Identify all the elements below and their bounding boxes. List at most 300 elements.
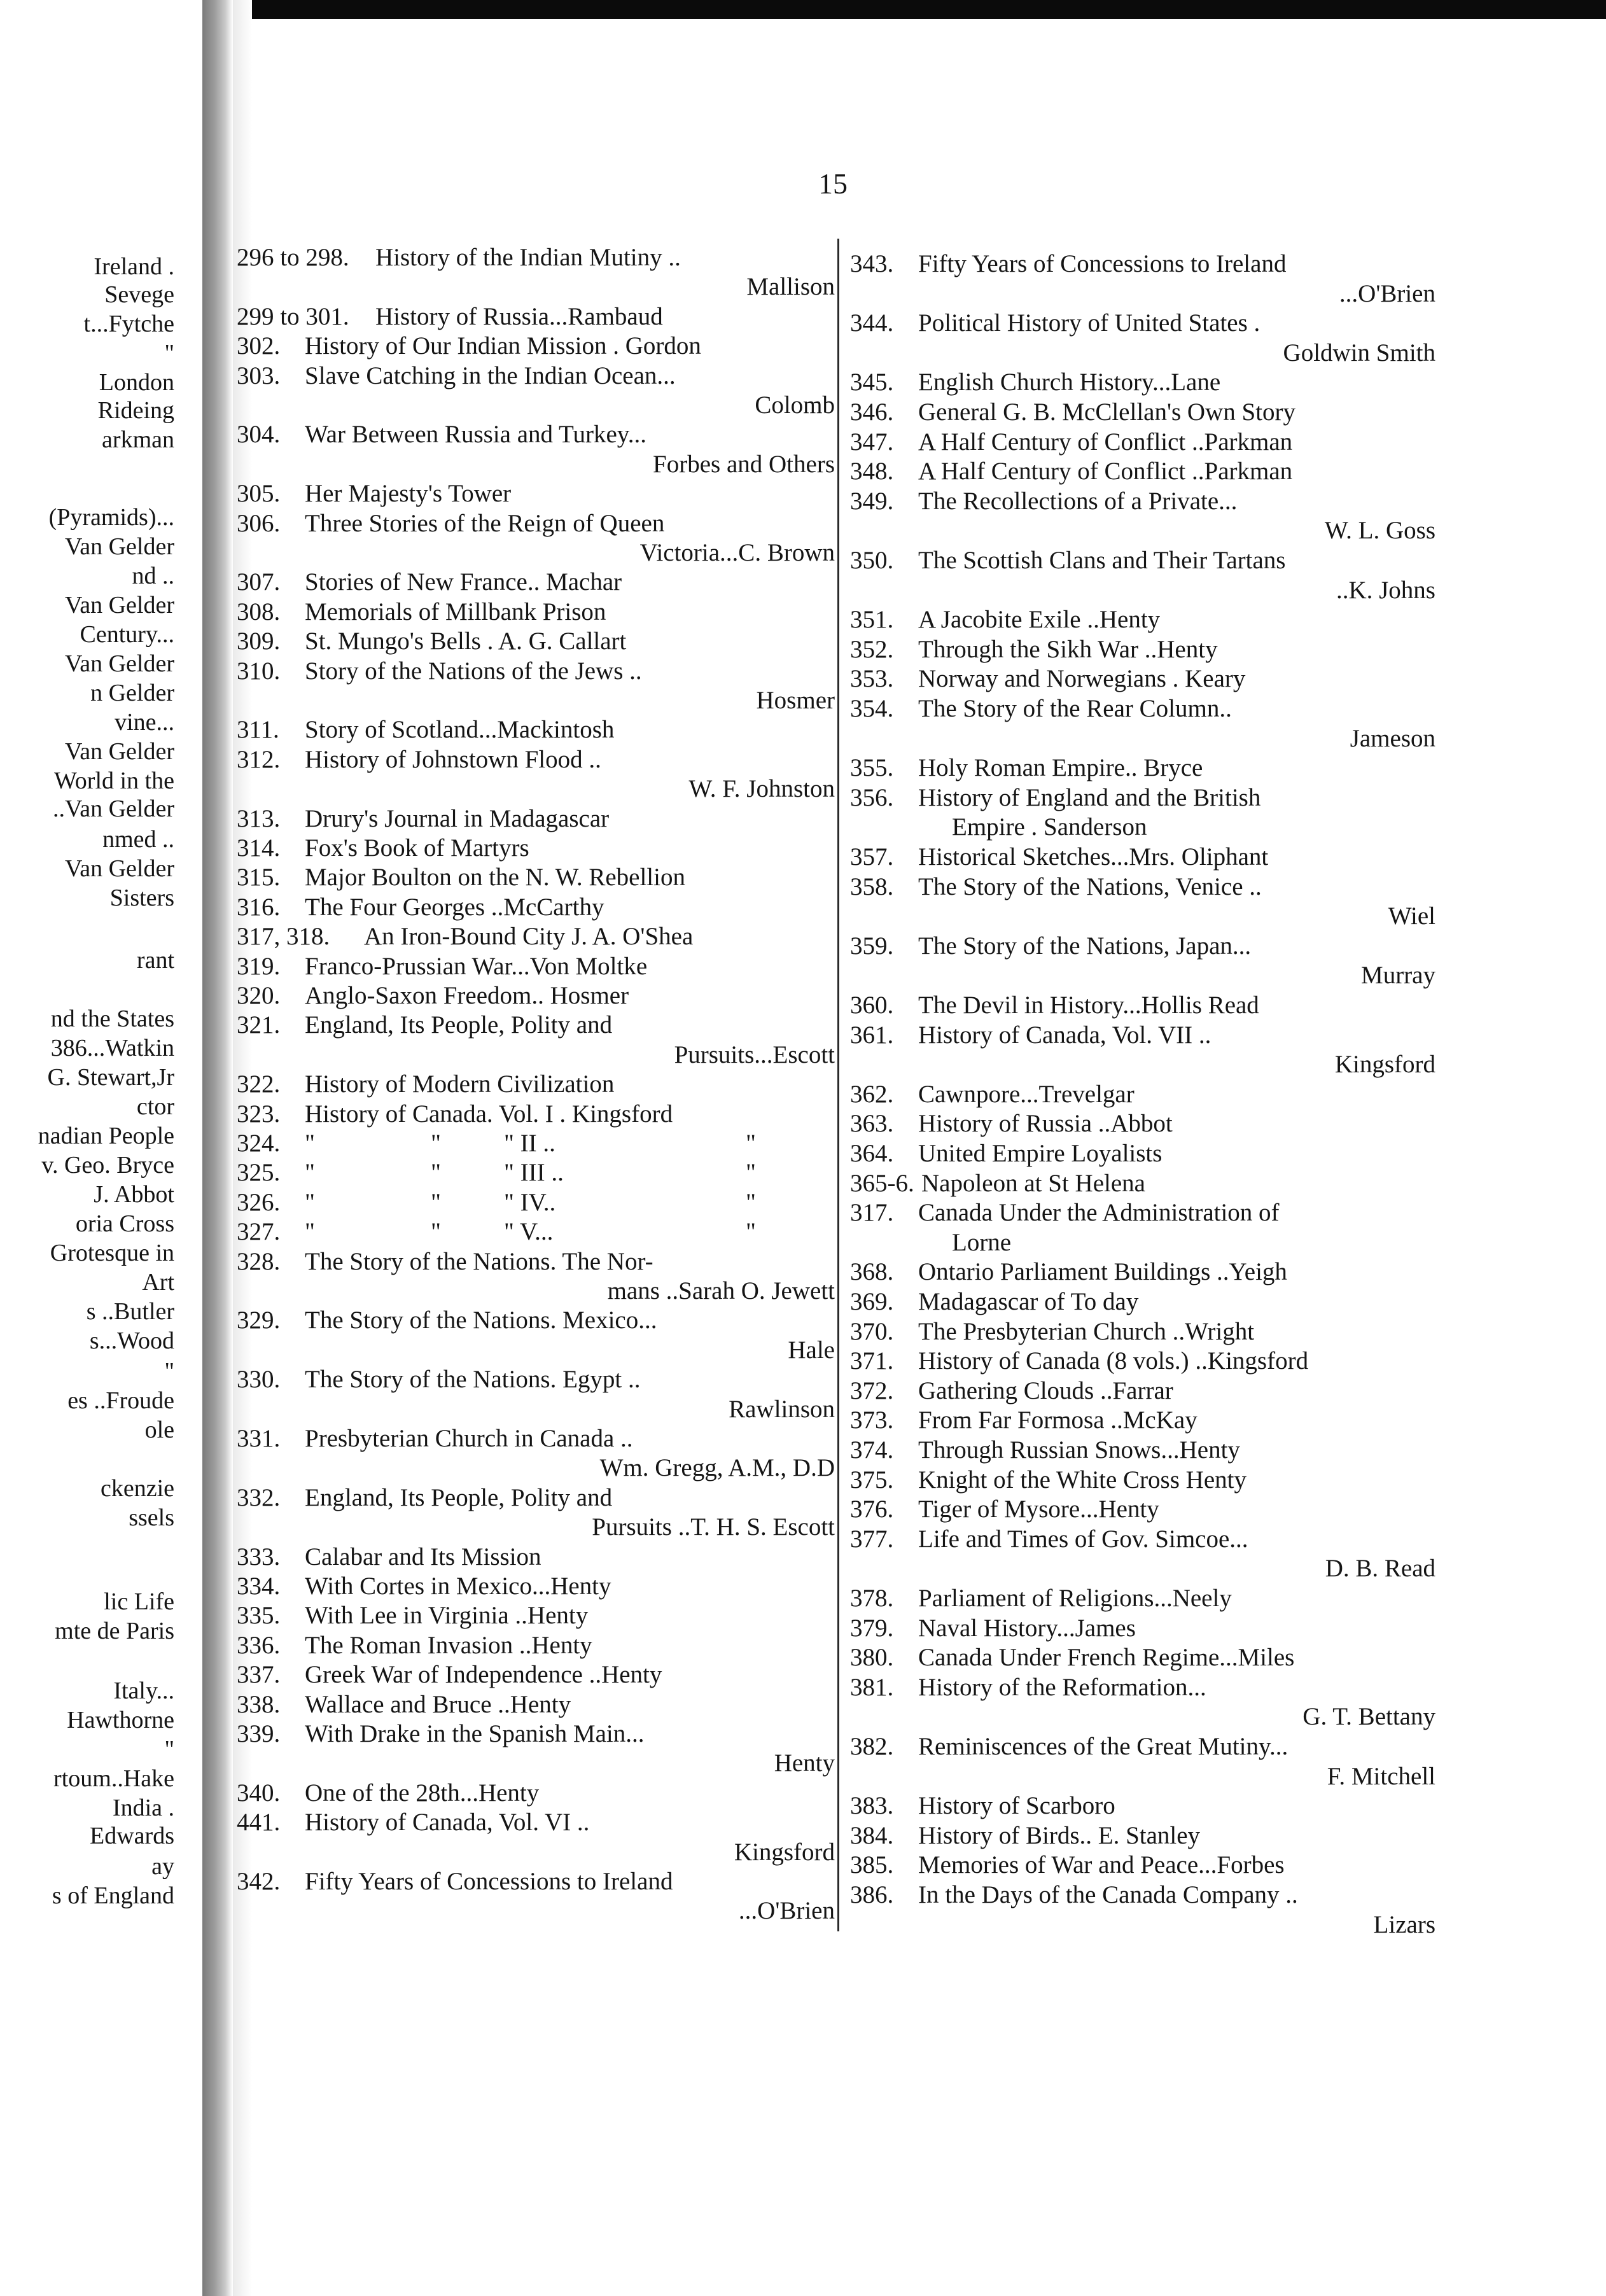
entry-number: 299 to 301.: [237, 302, 349, 330]
previous-page-line: ": [164, 1358, 174, 1385]
entry-number: 360.: [850, 991, 894, 1019]
entry-title: An Iron-Bound City J. A. O'Shea: [364, 923, 694, 951]
entry-title: History of Canada, Vol. VI ..: [305, 1809, 590, 1837]
catalog-entry: [237, 332, 835, 361]
previous-page-line: nd the States: [50, 1005, 174, 1032]
entry-number: 381.: [850, 1673, 894, 1701]
entry-title: The Story of the Nations. Mexico...: [305, 1306, 657, 1334]
entry-title: History of Canada. Vol. I . Kingsford: [305, 1100, 673, 1128]
previous-page-line: nd ..: [132, 563, 174, 589]
entry-author: Kingsford: [1334, 1051, 1435, 1079]
entry-number: 311.: [237, 716, 279, 744]
entry-number: 312.: [237, 745, 281, 773]
entry-number: 369.: [850, 1288, 894, 1315]
entry-title: War Between Russia and Turkey...: [305, 421, 647, 449]
entry-number: 306.: [237, 509, 281, 537]
entry-number: 363.: [850, 1110, 894, 1138]
entry-number: 340.: [237, 1779, 281, 1807]
catalog-entry: [850, 1732, 1435, 1761]
entry-number: 296 to 298.: [237, 244, 349, 271]
catalog-entry-continuation: [850, 902, 1435, 931]
entry-title: Reminiscences of the Great Mutiny...: [918, 1733, 1288, 1760]
catalog-entry: [850, 1080, 1435, 1109]
catalog-entry: [237, 598, 835, 627]
entry-author: Colomb: [755, 391, 835, 419]
entry-number: 342.: [237, 1868, 281, 1895]
catalog-entry: [850, 398, 1435, 427]
catalog-entry: [850, 1347, 1435, 1376]
entry-title: The Story of the Rear Column..: [918, 695, 1232, 722]
catalog-entry-continuation: [237, 1040, 835, 1070]
ditto-mark: " V...: [504, 1218, 554, 1246]
entry-title: History of the Reformation...: [918, 1673, 1206, 1701]
entry-title: Wallace and Bruce ..Henty: [305, 1690, 571, 1718]
previous-page-line: s...Wood: [89, 1327, 174, 1354]
catalog-entry: [237, 922, 835, 951]
entry-number: 328.: [237, 1247, 281, 1275]
entry-number: 324.: [237, 1130, 281, 1157]
previous-page-line: n Gelder: [90, 680, 174, 706]
entry-number: 327.: [237, 1218, 281, 1246]
catalog-entry: [237, 981, 835, 1011]
entry-number: 347.: [850, 428, 894, 456]
entry-number: 320.: [237, 982, 281, 1009]
catalog-entry-continuation: [850, 1910, 1435, 1940]
entry-number: 378.: [850, 1585, 894, 1612]
previous-page-line: J. Abbot: [94, 1181, 174, 1208]
catalog-entry: [237, 509, 835, 538]
ditto-mark: ": [305, 1218, 315, 1246]
entry-number: 337.: [237, 1661, 281, 1689]
entry-number: 331.: [237, 1425, 281, 1452]
catalog-entry-continuation: [237, 1513, 835, 1542]
catalog-entry: [237, 302, 835, 332]
previous-page-line: ..Van Gelder: [53, 795, 174, 822]
catalog-entry: [850, 1791, 1435, 1821]
entry-title: United Empire Loyalists: [918, 1140, 1163, 1167]
entry-title: A Half Century of Conflict ..Parkman: [918, 428, 1293, 456]
entry-title: The Presbyterian Church ..Wright: [918, 1317, 1255, 1345]
entry-number: 338.: [237, 1690, 281, 1718]
entry-title: The Story of the Nations, Japan...: [918, 932, 1252, 960]
entry-title: The Four Georges ..McCarthy: [305, 893, 604, 921]
entry-number: 343.: [850, 250, 894, 277]
entry-title: With Cortes in Mexico...Henty: [305, 1572, 611, 1600]
previous-page-line: Van Gelder: [65, 592, 174, 619]
entry-number: 362.: [850, 1080, 894, 1108]
catalog-entry-continuation: [237, 1277, 835, 1306]
catalog-entry-continuation: [850, 1228, 1435, 1257]
entry-number: 384.: [850, 1821, 894, 1849]
previous-page-line: vine...: [115, 709, 174, 736]
ditto-mark: ": [431, 1159, 441, 1187]
entry-number: 375.: [850, 1466, 894, 1494]
catalog-entry: [237, 1011, 835, 1040]
catalog-entry-continuation: [850, 961, 1435, 990]
entry-author: Henty: [774, 1749, 835, 1777]
entry-number: 325.: [237, 1159, 281, 1187]
entry-number: 348.: [850, 458, 894, 486]
entry-title: With Drake in the Spanish Main...: [305, 1720, 645, 1747]
catalog-entry: [237, 1188, 835, 1217]
entry-title: One of the 28th...Henty: [305, 1779, 540, 1807]
entry-author: Victoria...C. Brown: [639, 539, 835, 566]
entry-number: 357.: [850, 843, 894, 871]
entry-author: ..K. Johns: [1336, 576, 1435, 604]
catalog-entry: [850, 1169, 1435, 1198]
previous-page-line: Ireland .: [94, 253, 174, 280]
previous-page-line: s ..Butler: [86, 1298, 174, 1325]
previous-page-line: ": [164, 340, 174, 367]
entry-number: 354.: [850, 695, 894, 722]
catalog-entry: [850, 694, 1435, 724]
ditto-mark: " IV..: [504, 1188, 556, 1216]
entry-title: England, Its People, Polity and: [305, 1011, 613, 1039]
entry-number: 345.: [850, 368, 894, 396]
entry-title: Political History of United States .: [918, 309, 1260, 337]
entry-title: The Devil in History...Hollis Read: [918, 991, 1259, 1019]
catalog-entry: [237, 568, 835, 597]
entry-title: General G. B. McClellan's Own Story: [918, 398, 1296, 426]
entry-author: Wm. Gregg, A.M., D.D: [599, 1454, 835, 1482]
ditto-mark: ": [305, 1188, 315, 1216]
entry-title: A Half Century of Conflict ..Parkman: [918, 458, 1293, 486]
entry-author: Lorne: [952, 1228, 1012, 1256]
entry-number: 316.: [237, 893, 281, 921]
previous-page-line: India .: [112, 1795, 174, 1821]
entry-number: 377.: [850, 1525, 894, 1553]
catalog-entry: [237, 1808, 835, 1837]
entry-number: 329.: [237, 1306, 281, 1334]
catalog-entry-continuation: [850, 576, 1435, 605]
entry-title: From Far Formosa ..McKay: [918, 1406, 1198, 1434]
catalog-entry: [237, 863, 835, 892]
entry-author: ...O'Brien: [1339, 279, 1435, 307]
entry-title: History of the Indian Mutiny ..: [375, 244, 681, 271]
catalog-entry: [850, 1406, 1435, 1435]
previous-page-line: ctor: [136, 1093, 174, 1120]
entry-title: In the Days of the Canada Company ..: [918, 1881, 1298, 1908]
previous-page-line: ": [164, 1736, 174, 1763]
catalog-entry: [850, 1466, 1435, 1495]
entry-number: 359.: [850, 932, 894, 960]
previous-page-line: Edwards: [90, 1823, 174, 1849]
entry-title: The Scottish Clans and Their Tartans: [918, 547, 1286, 574]
entry-author: G. T. Bettany: [1302, 1703, 1435, 1731]
entry-number: 309.: [237, 627, 281, 655]
catalog-entry: [237, 1543, 835, 1572]
catalog-entry: [850, 664, 1435, 694]
catalog-entry: [237, 1572, 835, 1601]
entry-author: Hale: [788, 1336, 835, 1364]
entry-number: 336.: [237, 1631, 281, 1659]
entry-title: Cawnpore...Trevelgar: [918, 1080, 1135, 1108]
entry-number: 441.: [237, 1809, 281, 1837]
catalog-entry-continuation: [237, 1749, 835, 1778]
previous-page-line: ay: [151, 1853, 174, 1880]
entry-number: 382.: [850, 1733, 894, 1760]
previous-page-line: oria Cross: [75, 1210, 174, 1237]
entry-title: History of Canada, Vol. VII ..: [918, 1021, 1211, 1049]
entry-number: 317, 318.: [237, 923, 330, 951]
entry-title: History of Birds.. E. Stanley: [918, 1821, 1201, 1849]
entry-number: 371.: [850, 1347, 894, 1375]
catalog-entry: [237, 1690, 835, 1719]
previous-page-line: Van Gelder: [65, 738, 174, 765]
entry-number: 368.: [850, 1258, 894, 1286]
entry-number: 358.: [850, 872, 894, 900]
previous-page-line: rant: [136, 947, 174, 974]
catalog-entry: [850, 1851, 1435, 1880]
entry-title: Tiger of Mysore...Henty: [918, 1495, 1159, 1523]
entry-number: 370.: [850, 1317, 894, 1345]
entry-title: England, Its People, Polity and: [305, 1483, 613, 1511]
catalog-entry-continuation: [237, 686, 835, 715]
entry-title: Napoleon at St Helena: [921, 1169, 1145, 1197]
entry-number: 349.: [850, 487, 894, 515]
catalog-entry: [850, 368, 1435, 397]
catalog-entry: [850, 605, 1435, 634]
entry-number: 307.: [237, 568, 281, 596]
entry-author: mans ..Sarah O. Jewett: [607, 1277, 835, 1305]
catalog-entry: [850, 1287, 1435, 1317]
catalog-entry: [850, 1139, 1435, 1168]
entry-title: With Lee in Virginia ..Henty: [305, 1602, 589, 1630]
previous-page-line: Van Gelder: [65, 533, 174, 560]
entry-title: History of Canada (8 vols.) ..Kingsford: [918, 1347, 1309, 1375]
entry-number: 385.: [850, 1851, 894, 1879]
catalog-entry: [237, 1601, 835, 1630]
entry-title: Calabar and Its Mission: [305, 1543, 541, 1571]
entry-number: 321.: [237, 1011, 281, 1039]
entry-title: Story of Scotland...Mackintosh: [305, 716, 615, 744]
entry-title: Franco-Prussian War...Von Moltke: [305, 952, 648, 980]
entry-title: The Recollections of a Private...: [918, 487, 1238, 515]
entry-title: Canada Under the Administration of: [918, 1199, 1280, 1227]
catalog-entry: [237, 1306, 835, 1335]
previous-page-line: Rideing: [97, 397, 174, 424]
catalog-entry: [237, 1631, 835, 1660]
entry-number: 355.: [850, 754, 894, 782]
entry-title: Norway and Norwegians . Keary: [918, 665, 1246, 693]
previous-page-line: Hawthorne: [67, 1707, 174, 1733]
catalog-entry: [237, 1660, 835, 1690]
previous-page-line: ckenzie: [100, 1475, 174, 1502]
catalog-entry: [237, 1070, 835, 1099]
entry-number: 356.: [850, 783, 894, 811]
catalog-entry-continuation: [237, 1453, 835, 1483]
catalog-entry: [237, 1867, 835, 1896]
ditto-mark: " III ..: [504, 1159, 564, 1187]
catalog-entry: [237, 1719, 835, 1749]
entry-number: 334.: [237, 1572, 281, 1600]
catalog-entry-continuation: [237, 391, 835, 420]
entry-title: St. Mungo's Bells . A. G. Callart: [305, 627, 627, 655]
entry-title: Through Russian Snows...Henty: [918, 1436, 1240, 1464]
catalog-entry: [237, 745, 835, 774]
catalog-entry: [237, 361, 835, 391]
entry-title: Fifty Years of Concessions to Ireland: [918, 250, 1287, 277]
previous-page-line: World in the: [53, 767, 174, 794]
catalog-entry: [850, 1525, 1435, 1554]
catalog-entry-continuation: [850, 279, 1435, 309]
catalog-entry: [850, 1821, 1435, 1851]
catalog-entry: [850, 932, 1435, 961]
entry-number: 326.: [237, 1188, 281, 1216]
entry-number: 313.: [237, 804, 281, 832]
catalog-entry: [850, 249, 1435, 279]
catalog-entry: [237, 1424, 835, 1453]
ditto-mark: ": [431, 1218, 441, 1246]
ditto-mark: ": [431, 1188, 441, 1216]
catalog-column-left: [237, 0, 835, 2296]
ditto-mark: ": [305, 1130, 315, 1157]
entry-title: Presbyterian Church in Canada ..: [305, 1425, 633, 1452]
entry-number: 319.: [237, 952, 281, 980]
catalog-entry: [237, 1129, 835, 1158]
entry-title: Ontario Parliament Buildings ..Yeigh: [918, 1258, 1287, 1286]
previous-page-line: es ..Froude: [67, 1387, 174, 1414]
entry-title: Anglo-Saxon Freedom.. Hosmer: [305, 982, 629, 1009]
catalog-entry-continuation: [237, 538, 835, 568]
entry-number: 332.: [237, 1483, 281, 1511]
catalog-entry-continuation: [850, 1554, 1435, 1583]
catalog-entry: [850, 1376, 1435, 1406]
catalog-entry-continuation: [850, 1762, 1435, 1791]
entry-title: Fifty Years of Concessions to Ireland: [305, 1868, 673, 1895]
catalog-entry: [850, 546, 1435, 575]
catalog-entry-continuation: [237, 1838, 835, 1867]
catalog-entry: [850, 457, 1435, 486]
entry-title: History of England and the British: [918, 783, 1261, 811]
entry-number: 353.: [850, 665, 894, 693]
catalog-entry: [850, 843, 1435, 872]
entry-title: Through the Sikh War ..Henty: [918, 635, 1218, 663]
catalog-entry-continuation: [850, 813, 1435, 842]
entry-number: 364.: [850, 1140, 894, 1167]
catalog-entry: [850, 872, 1435, 902]
entry-title: Madagascar of To day: [918, 1288, 1139, 1315]
catalog-entry-continuation: [237, 1896, 835, 1926]
previous-page-line: Sevege: [104, 281, 174, 308]
ditto-mark: ": [746, 1188, 756, 1216]
entry-number: 304.: [237, 421, 281, 449]
previous-page-line: Art: [142, 1269, 174, 1296]
catalog-entry: [237, 952, 835, 981]
ditto-mark: ": [746, 1159, 756, 1187]
catalog-entry-continuation: [237, 450, 835, 479]
catalog-entry: [237, 834, 835, 863]
entry-title: A Jacobite Exile ..Henty: [918, 606, 1161, 634]
previous-page-line: 386...Watkin: [50, 1035, 174, 1061]
catalog-entry: [237, 893, 835, 922]
previous-page-line: Grotesque in: [50, 1240, 174, 1266]
entry-title: Her Majesty's Tower: [305, 480, 512, 508]
book-gutter-shadow: [202, 0, 233, 2296]
catalog-entry: [237, 715, 835, 745]
entry-author: D. B. Read: [1325, 1555, 1435, 1583]
entry-title: The Story of the Nations, Venice ..: [918, 872, 1262, 900]
previous-page-line: Van Gelder: [65, 855, 174, 882]
catalog-entry: [850, 753, 1435, 783]
entry-number: 361.: [850, 1021, 894, 1049]
catalog-entry-continuation: [237, 1395, 835, 1424]
entry-author: Forbes and Others: [653, 450, 835, 478]
catalog-entry: [850, 1257, 1435, 1287]
ditto-mark: ": [305, 1159, 315, 1187]
catalog-entry: [237, 804, 835, 834]
catalog-entry: [237, 1483, 835, 1513]
entry-title: Life and Times of Gov. Simcoe...: [918, 1525, 1248, 1553]
entry-number: 373.: [850, 1406, 894, 1434]
previous-page-line: ssels: [129, 1504, 174, 1531]
previous-page-line: Sisters: [109, 885, 174, 911]
previous-page-line: nmed ..: [102, 826, 174, 853]
entry-number: 372.: [850, 1376, 894, 1404]
entry-author: Murray: [1361, 962, 1435, 990]
entry-author: Empire . Sanderson: [952, 813, 1147, 841]
entry-author: Rawlinson: [729, 1395, 835, 1423]
entry-title: History of Russia...Rambaud: [375, 302, 663, 330]
entry-number: 335.: [237, 1602, 281, 1630]
ditto-mark: ": [431, 1130, 441, 1157]
entry-title: English Church History...Lane: [918, 368, 1221, 396]
entry-title: Naval History...James: [918, 1614, 1136, 1642]
entry-title: Holy Roman Empire.. Bryce: [918, 754, 1203, 782]
entry-number: 317.: [850, 1199, 894, 1227]
entry-number: 365-6.: [850, 1169, 914, 1197]
entry-number: 346.: [850, 398, 894, 426]
ditto-mark: ": [746, 1218, 756, 1246]
previous-page-line: mte de Paris: [55, 1618, 174, 1644]
catalog-entry: [237, 1247, 835, 1277]
catalog-entry: [850, 309, 1435, 338]
entry-title: Stories of New France.. Machar: [305, 568, 622, 596]
catalog-entry: [850, 1021, 1435, 1050]
previous-page-line: s of England: [52, 1882, 174, 1909]
catalog-entry: [237, 1158, 835, 1187]
catalog-entry-continuation: [237, 1336, 835, 1365]
entry-number: 322.: [237, 1070, 281, 1098]
catalog-entry: [850, 1317, 1435, 1347]
catalog-entry: [237, 243, 835, 272]
previous-page-line: v. Geo. Bryce: [41, 1152, 174, 1179]
entry-title: Parliament of Religions...Neely: [918, 1585, 1232, 1612]
entry-title: Memories of War and Peace...Forbes: [918, 1851, 1285, 1879]
previous-page-line: G. Stewart,Jr: [47, 1064, 174, 1091]
entry-title: History of Russia ..Abbot: [918, 1110, 1173, 1138]
catalog-entry: [237, 1100, 835, 1129]
entry-title: Knight of the White Cross Henty: [918, 1466, 1246, 1494]
catalog-entry: [850, 1880, 1435, 1910]
entry-number: 376.: [850, 1495, 894, 1523]
entry-title: Historical Sketches...Mrs. Oliphant: [918, 843, 1269, 871]
entry-title: Fox's Book of Martyrs: [305, 834, 529, 862]
catalog-entry: [237, 1365, 835, 1394]
catalog-entry: [237, 479, 835, 508]
catalog-entry-continuation: [850, 339, 1435, 368]
entry-number: 350.: [850, 547, 894, 574]
entry-title: History of Scarboro: [918, 1792, 1115, 1820]
previous-page-line: nadian People: [38, 1123, 174, 1149]
catalog-entry: [237, 627, 835, 656]
entry-author: Kingsford: [734, 1838, 835, 1866]
column-divider: [837, 239, 839, 1931]
catalog-entry: [850, 1673, 1435, 1702]
catalog-entry: [237, 420, 835, 449]
catalog-entry: [850, 1495, 1435, 1524]
entry-author: ...O'Brien: [738, 1897, 835, 1925]
